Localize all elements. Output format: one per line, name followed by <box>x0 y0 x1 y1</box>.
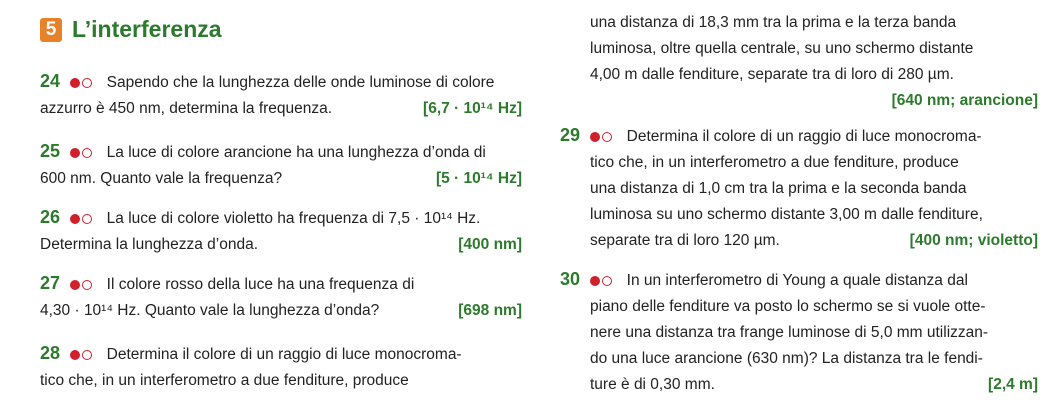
difficulty-icon <box>70 140 94 166</box>
exercise-text-line: 4,00 m dalle fenditure, separate tra di loro di 280 µm. <box>590 66 954 83</box>
difficulty-icon <box>70 206 94 232</box>
section-header <box>40 16 222 43</box>
section-number: 5 <box>40 18 62 42</box>
difficulty-icon <box>70 272 94 298</box>
exercise-number: 24 <box>40 71 61 91</box>
exercise-24 <box>40 68 522 122</box>
exercise-text-line: luminosa, oltre quella centrale, su uno schermo distante <box>590 40 974 57</box>
exercise-25 <box>40 138 522 192</box>
exercise-28-continued <box>590 10 1038 114</box>
exercise-answer: [640 nm; arancione] <box>891 92 1038 109</box>
exercise-answer: [400 nm; violetto] <box>909 232 1038 249</box>
exercise-number: 27 <box>40 273 61 293</box>
exercise-27 <box>40 270 522 324</box>
difficulty-icon <box>70 342 94 368</box>
exercise-answer: [400 nm] <box>458 236 522 253</box>
exercise-30 <box>560 266 1038 398</box>
exercise-text-line: azzurro è 450 nm, determina la frequenza. <box>40 100 333 117</box>
exercise-answer: [2,4 m] <box>988 376 1038 393</box>
exercise-answer: [6,7 · 10¹⁴ Hz] <box>423 100 522 117</box>
exercise-text-line: Determina il colore di un raggio di luce monocroma- <box>106 346 462 363</box>
exercise-28 <box>40 340 522 394</box>
exercise-answer: [698 nm] <box>458 302 522 319</box>
difficulty-icon <box>590 124 614 150</box>
exercise-text-line: separate tra di loro 120 µm. <box>590 232 780 249</box>
difficulty-icon <box>590 268 614 294</box>
difficulty-icon <box>70 70 94 96</box>
exercise-text-line: una distanza di 1,0 cm tra la prima e la seconda banda <box>590 180 967 197</box>
exercise-29 <box>560 122 1038 254</box>
exercise-text-line: piano delle fenditure va posto lo schermo se si vuole otte- <box>590 298 986 315</box>
exercise-text-line: La luce di colore arancione ha una lunghezza d’onda di <box>106 144 486 161</box>
exercise-answer: [5 · 10¹⁴ Hz] <box>435 170 522 187</box>
exercise-text-line: ture è di 0,30 mm. <box>590 376 715 393</box>
exercise-number: 29 <box>560 125 581 145</box>
exercise-number: 30 <box>560 269 581 289</box>
exercise-number: 26 <box>40 207 61 227</box>
exercise-text-line: 600 nm. Quanto vale la frequenza? <box>40 170 283 187</box>
exercise-text-line: tico che, in un interferometro a due fenditure, produce <box>40 372 409 389</box>
exercise-number: 25 <box>40 141 61 161</box>
exercise-text-line: nere una distanza tra frange luminose di 5,0 mm utilizzan- <box>590 324 989 341</box>
exercise-number: 28 <box>40 343 61 363</box>
exercise-text-line: 4,30 · 10¹⁴ Hz. Quanto vale la lunghezza d’onda? <box>40 302 380 319</box>
exercise-text-line: Il colore rosso della luce ha una frequenza di <box>106 276 415 293</box>
exercise-text-line: tico che, in un interferometro a due fenditure, produce <box>590 154 959 171</box>
exercise-text-line: In un interferometro di Young a quale distanza dal <box>626 272 968 289</box>
exercise-text-line: Determina la lunghezza d’onda. <box>40 236 258 253</box>
exercise-text-line: La luce di colore violetto ha frequenza di 7,5 · 10¹⁴ Hz. <box>106 210 481 227</box>
exercise-text-line: Sapendo che la lunghezza delle onde luminose di colore <box>106 74 495 91</box>
exercise-text-line: luminosa su uno schermo distante 3,00 m dalle fenditure, <box>590 206 983 223</box>
exercise-text-line: do una luce arancione (630 nm)? La distanza tra le fendi- <box>590 350 983 367</box>
exercise-26 <box>40 204 522 258</box>
exercise-text-line: una distanza di 18,3 mm tra la prima e la terza banda <box>590 14 957 31</box>
section-title: L’interferenza <box>72 16 222 42</box>
exercise-text-line: Determina il colore di un raggio di luce monocroma- <box>626 128 982 145</box>
